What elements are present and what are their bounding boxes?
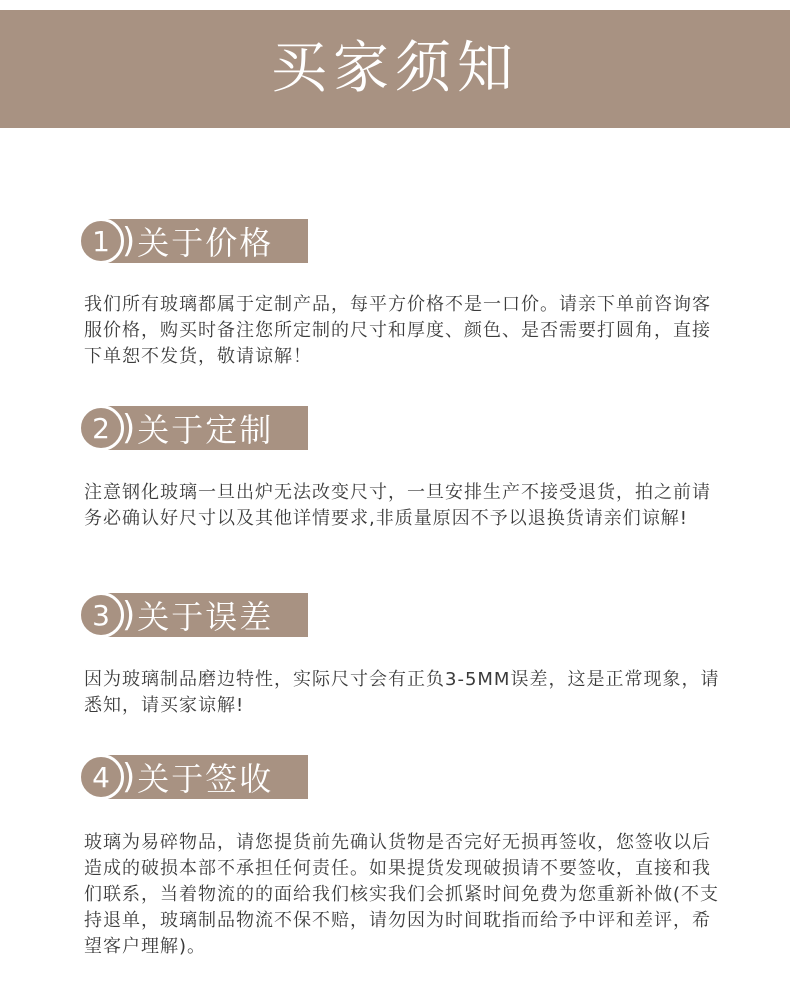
section-heading-receipt	[78, 753, 287, 801]
section-heading-price	[78, 217, 287, 265]
section-heading-customization	[78, 404, 287, 452]
section-title: 关于定制	[137, 411, 274, 449]
section-title: 关于签收	[137, 760, 274, 798]
section-number-badge: 2	[78, 405, 124, 451]
header-banner	[0, 10, 790, 128]
section-body-customization: 注意钢化玻璃一旦出炉无法改变尺寸，一旦安排生产不接受退货，拍之前请务必确认好尺寸以及其他详情要求,非质量原因不予以退换货请亲们谅解!	[84, 482, 711, 529]
section-number-paren: )	[122, 595, 136, 635]
section-number-paren: )	[122, 408, 136, 448]
section-number-badge: 4	[78, 754, 124, 800]
section-body-tolerance: 因为玻璃制品磨边特性，实际尺寸会有正负3-5MM误差，这是正常现象，请悉知，请买家谅解!	[84, 669, 720, 716]
section-number-paren: )	[122, 757, 136, 797]
section-title: 关于误差	[137, 598, 274, 636]
section-body-price: 我们所有玻璃都属于定制产品，每平方价格不是一口价。请亲下单前咨询客服价格，购买时备注您所定制的尺寸和厚度、颜色、是否需要打圆角，直接下单恕不发货，敬请谅解！	[84, 294, 711, 367]
section-title: 关于价格	[137, 224, 274, 262]
page-title: 买家须知	[271, 36, 519, 101]
section-heading-tolerance	[78, 591, 287, 639]
section-number-badge: 3	[78, 592, 124, 638]
section-number-paren: )	[122, 221, 136, 261]
section-body-receipt: 玻璃为易碎物品，请您提货前先确认货物是否完好无损再签收，您签收以后造成的破损本部不承担任何责任。如果提货发现破损请不要签收，直接和我们联系，当着物流的的面给我们核实我们会抓紧时间免费为您重新补做(不支持退单，玻璃制品物流不保不赔，请勿因为时间耽指而给予中评和差评，希望客户理解)。	[84, 832, 720, 957]
section-number-badge: 1	[78, 218, 124, 264]
